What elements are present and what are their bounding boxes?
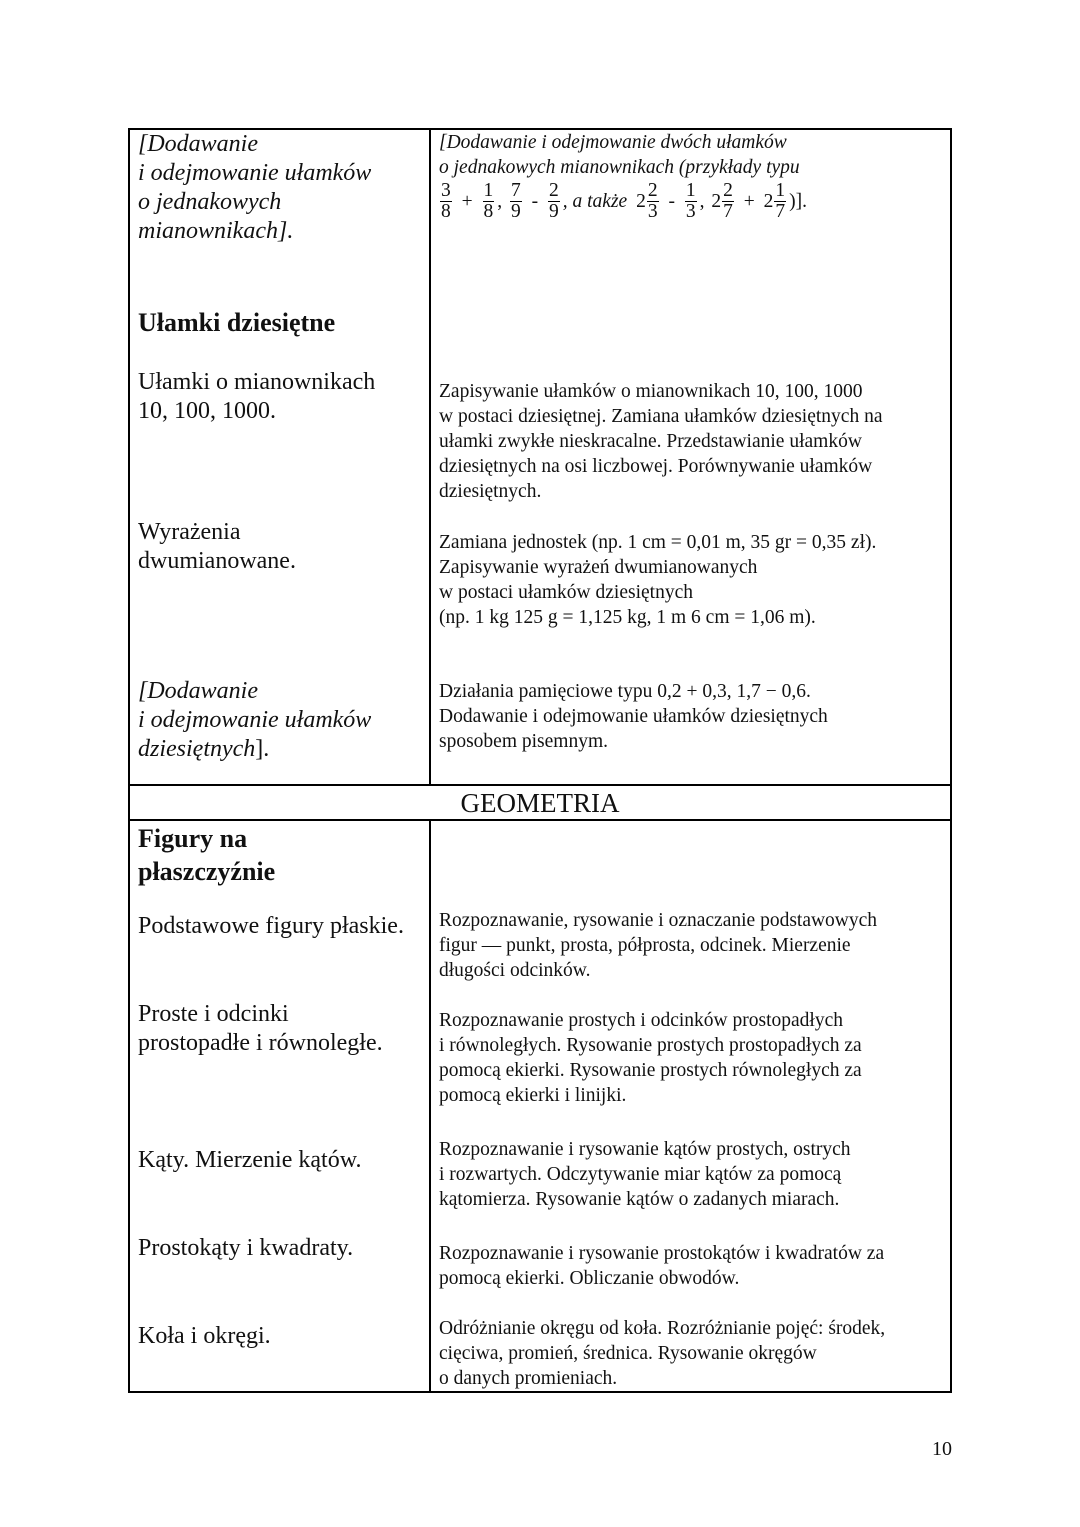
geo-row1-topic: Podstawowe figury płaskie.: [138, 913, 404, 939]
table-border-left: [128, 128, 130, 1393]
geo-row5-topic: Koła i okręgi.: [138, 1323, 271, 1349]
column-divider-bottom: [429, 820, 431, 1392]
fraction: $\frac{7}{9}$: [511, 180, 521, 222]
row1-topic: [Dodawanie i odejmowanie ułamków o jednakowych mianownikach].: [138, 131, 372, 244]
fraction: $\frac{3}{8}$: [441, 180, 451, 222]
page-number: 10: [932, 1438, 952, 1460]
row3-topic: Wyrażenia dwumianowane.: [138, 519, 296, 574]
row1-description: [Dodawanie i odejmowanie dwóch ułamków o jednakowych mianownikach (przykłady typu: [439, 132, 800, 178]
fraction-examples: $\frac{3}{8}$ + $\frac{1}{8}$ , $\frac{7}{9}$ - $\frac{2}{9}$ , a także 2 $\frac{2}{3}$ - $\frac{1}{3}$ , 2 $\frac{2}{7}$ + 2 $\frac{1}{7}$ )].: [441, 180, 807, 222]
geometry-row-bottom: [128, 819, 952, 821]
row4-description: Działania pamięciowe typu 0,2 + 0,3, 1,7 − 0,6. Dodawanie i odejmowanie ułamków dziesiętnych sposobem pisemnym.: [439, 681, 828, 752]
fraction: $\frac{1}{3}$: [685, 180, 696, 222]
table-border-bottom: [128, 1391, 952, 1393]
geo-row4-description: Rozpoznawanie i rysowanie prostokątów i kwadratów za pomocą ekierki. Obliczanie obwodów.: [439, 1243, 885, 1289]
row4-topic: [Dodawanie i odejmowanie ułamków dziesiętnych].: [138, 678, 372, 762]
fraction: $\frac{2}{7}$: [723, 180, 733, 222]
geo-row2-description: Rozpoznawanie prostych i odcinków prostopadłych i równoległych. Rysowanie prostych prostopadłych za pomocą ekierki. Rysowanie prostych równoległych za pomocą ekierki i linijki.: [439, 1010, 862, 1106]
fraction: $\frac{1}{7}$: [775, 180, 786, 222]
section-header-geometry: GEOMETRIA: [460, 788, 620, 818]
section-heading-decimals: Ułamki dziesiętne: [138, 308, 336, 337]
geo-row1-description: Rozpoznawanie, rysowanie i oznaczanie podstawowych figur — punkt, prosta, półprosta, odcinek. Mierzenie długości odcinków.: [439, 910, 878, 981]
geometry-row-top: [128, 784, 952, 786]
fraction: $\frac{2}{3}$: [647, 180, 658, 222]
geo-row2-topic: Proste i odcinki prostopadłe i równoległe.: [138, 1001, 383, 1056]
column-divider-top: [429, 128, 431, 785]
fraction: $\frac{1}{8}$: [483, 180, 494, 222]
geo-row4-topic: Prostokąty i kwadraty.: [138, 1235, 354, 1261]
geo-row5-description: Odróżnianie okręgu od koła. Rozróżnianie pojęć: środek, cięciwa, promień, średnica. Rysowanie okręgów o danych promieniach.: [439, 1318, 886, 1389]
row2-topic: Ułamki o mianownikach 10, 100, 1000.: [138, 369, 376, 424]
section-heading-plane-figures: Figury na płaszczyźnie: [138, 824, 276, 886]
geo-row3-description: Rozpoznawanie i rysowanie kątów prostych, ostrych i rozwartych. Odczytywanie miar kątów za pomocą kątomierza. Rysowanie kątów o zadanych miarach.: [439, 1139, 851, 1210]
row3-description: Zamiana jednostek (np. 1 cm = 0,01 m, 35 gr = 0,35 zł). Zapisywanie wyrażeń dwumianowanych w postaci ułamków dziesiętnych (np. 1 kg 125 g = 1,125 kg, 1 m 6 cm = 1,06 m).: [439, 532, 877, 628]
fraction: $\frac{2}{9}$: [549, 180, 559, 222]
row2-description: Zapisywanie ułamków o mianownikach 10, 100, 1000 w postaci dziesiętnej. Zamiana ułamków dziesiętnych na ułamki zwykłe nieskracalne. Przedstawianie ułamków dziesiętnych na osi liczbowej. Porównywanie ułamków dziesiętnych.: [439, 381, 883, 502]
table-border-right: [950, 128, 952, 1393]
geo-row3-topic: Kąty. Mierzenie kątów.: [138, 1147, 362, 1173]
